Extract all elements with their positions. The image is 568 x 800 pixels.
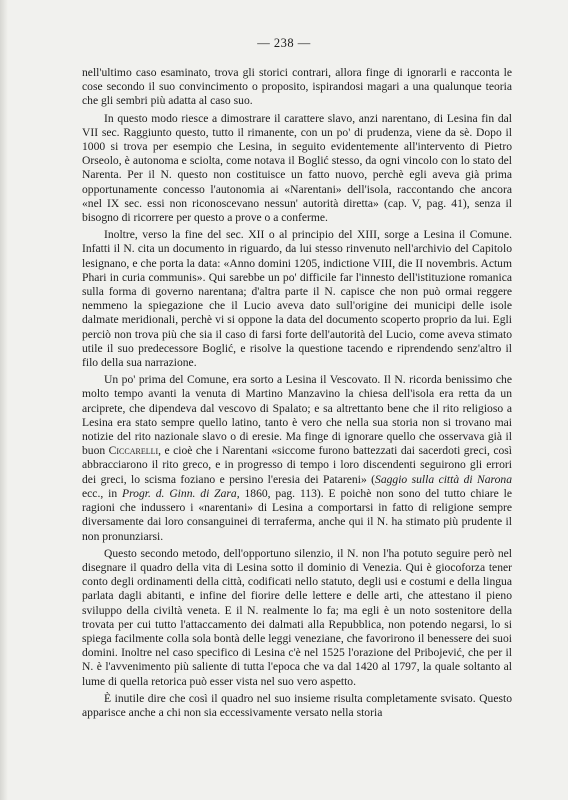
paragraph-4-text-c: ecc., in <box>82 486 122 500</box>
scan-edge-shadow <box>0 0 8 800</box>
paragraph-1: nell'ultimo caso esaminato, trova gli storici contrari, allora finge di ignorarli e racconta le cose secondo il suo convincimento o proposito, ispirandosi magari a una qualunque teoria che gli sembri più adatta al caso suo. <box>82 66 512 108</box>
paragraph-6: È inutile dire che così il quadro nel suo insieme risulta completamente svisato. Questo apparisce anche a chi non sia eccessivamente versato nella storia <box>82 691 512 719</box>
paragraph-2: In questo modo riesce a dimostrare il carattere slavo, anzi narentano, di Lesina fin dal VII sec. Raggiunto questo, tutto il rimanente, con un po' di prudenza, viene da sè. Dopo il 1000 si trova per esempio che Lesina, in seguito evidentemente all'intervento di Pietro Orseolo, è autonoma e sciolta, come notava il Boglić stesso, da ogni vincolo con lo stato del Narenta. Per il N. questo non costituisce un fatto nuovo, perchè egli aveva già prima opportunamente concesso l'autonomia ai «Narentani» dell'isola, raccontando che ancora «nel IX sec. essi non riconoscevano nessun' autorità diretta» (cap. V, pag. 41), senza il bisogno di ricorrere per questo a prove o a conferme. <box>82 111 512 225</box>
paragraph-3: Inoltre, verso la fine del sec. XII o al principio del XIII, sorge a Lesina il Comune. Infatti il N. cita un documento in riguardo, da lui stesso rinvenuto nell'archivio del Capitolo lesignano, e che porta la data: «Anno domini 1205, indictione VIII, die II novembris. Actum Phari in curia communis». Qui sarebbe un po' difficile far l'innesto dell'istituzione romanica sulla forma di governo narentana; d'altra parte il N. capisce che non può ormai reggere nemmeno la spiegazione che il Lucio aveva dato sull'origine dei municipi delle isole dalmate meridionali, perchè vi si oppone la data del documento scoperto proprio da lui. Egli perciò non trova più che sia il caso di farsi forte dell'autorità del Lucio, come aveva stimato utile il suo predecessore Boglić, e risolve la questione tacendo e riprendendo senz'altro il filo della sua narrazione. <box>82 228 512 370</box>
paragraph-4-text-a: Un po' prima del Comune, era sorto a Lesina il Vescovato. Il N. ricorda benissimo che molto tempo avanti la venuta di Martino Manzavino la chiesa dell'isola era retta da un arciprete, che dipendeva dal vescovo di Spalato; e sa altrettanto bene che il rito religioso a Lesina era stato sempre quello latino, tanto è vero che nella sua storia non si trovano mai notizie del rito nazionale slavo o di eresie. Ma finge di ignorare quello che osservava già il buon <box>82 373 512 458</box>
paragraph-5: Questo secondo metodo, dell'opportuno silenzio, il N. non l'ha potuto seguire però nel disegnare il quadro della vita di Lesina sotto il dominio di Venezia. Qui è giocoforza tener conto degli ordinamenti della città, codificati nello statuto, degli usi e costumi e della lingua parlata dagli abitanti, e infine del fiorire delle lettere e delle arti, che attestano il pieno sviluppo della civiltà veneta. E il N. realmente lo fa; ma egli è un noto sostenitore della trovata per cui tutto l'attaccamento dei dalmati alla Repubblica, non potendo negarsi, lo si spiega facilmente colla sola bontà delle leggi veneziane, che favorirono il benessere dei suoi domini. Inoltre nel caso specifico di Lesina c'è nel 1525 l'orazione del Pribojević, che per il N. è l'avvenimento più saliente di tutta l'epoca che va dal 1420 al 1797, la quale soltanto al lume di quella retorica può esser vista nel suo vero aspetto. <box>82 546 512 688</box>
page-text <box>82 66 512 723</box>
paragraph-4 <box>82 373 512 543</box>
author-name-ciccarelli: Ciccarelli <box>108 444 159 458</box>
citation-journal: Progr. d. Ginn. di Zara, <box>122 486 240 500</box>
page-number: — 238 — <box>257 36 311 50</box>
paragraph-4-text-b: , e cioè che i Narentani «siccome furono battezzati dai sacerdoti greci, così abbracciarono il rito greco, e in progresso di tempo i loro discendenti seguirono gli errori dei greci, lo scisma foziano e persino l'eresia dei Patareni» ( <box>82 444 512 486</box>
paragraph-4-text-d: 1860, pag. 113). E poichè non sono del tutto chiare le ragioni che indussero i «narentani» di Lesina a comportarsi in fatto di religione sempre diversamente dai loro consanguinei di terraferma, anche qui il N. ha stimato più prudente il non pronunziarsi. <box>82 486 512 543</box>
citation-title: Saggio sulla città di Narona <box>375 472 512 486</box>
